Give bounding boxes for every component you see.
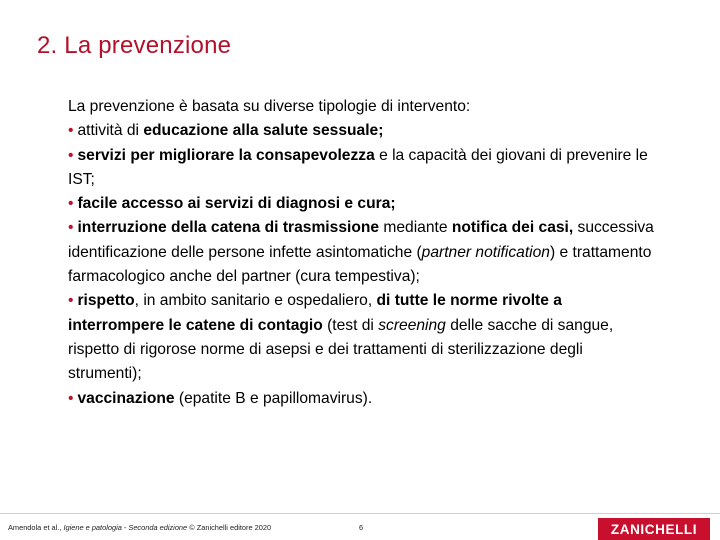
slide-body	[68, 95, 658, 411]
footer-copyright: © Zanichelli editore 2020	[187, 523, 272, 532]
footer-divider	[0, 513, 720, 514]
list-item-text: successiva identificazione delle persone infette asintomatiche (	[68, 219, 654, 261]
bullet-icon: •	[68, 389, 74, 407]
bullet-icon: •	[68, 292, 74, 310]
slide-title: 2. La prevenzione	[37, 32, 232, 59]
page-number: 6	[359, 523, 364, 532]
bullet-icon: •	[68, 146, 74, 164]
bullet-icon: •	[68, 195, 74, 213]
list-item	[68, 289, 658, 386]
list-item-text: ) e trattamento farmacologico anche del partner (cura tempestiva);	[68, 243, 652, 286]
footer-book-title: Igiene e patologia - Seconda edizione	[63, 523, 188, 532]
list-item-text: delle sacche di sangue, rispetto di rigorose norme di asepsi e dei trattamenti di sterilizzazione degli strumenti);	[68, 316, 614, 383]
list-item-text: interruzione della catena di trasmissione	[77, 219, 380, 237]
bullet-list	[68, 119, 658, 411]
list-item-text: screening	[378, 316, 446, 334]
bullet-icon: •	[68, 122, 74, 140]
list-item	[68, 216, 658, 289]
list-item-text: , in ambito sanitario e ospedaliero,	[134, 292, 377, 310]
list-item	[68, 387, 658, 411]
list-item-text: rispetto	[77, 292, 135, 310]
publisher-logo: ZANICHELLI	[598, 518, 710, 540]
list-item	[68, 119, 658, 143]
list-item-text: mediante	[379, 219, 452, 237]
list-item-text: vaccinazione	[77, 389, 175, 407]
list-item	[68, 192, 658, 216]
list-item-text: servizi per migliorare la consapevolezza	[77, 146, 375, 164]
list-item-text: attività di	[77, 122, 144, 140]
list-item-text: educazione alla salute sessuale;	[143, 122, 384, 140]
list-item-text: (epatite B e papillomavirus).	[174, 389, 373, 407]
footer-authors: Amendola et al.,	[8, 523, 64, 532]
list-item-text: di tutte le norme rivolte a interrompere le catene di contagio	[68, 292, 562, 334]
bullet-icon: •	[68, 219, 74, 237]
intro-text: La prevenzione è basata su diverse tipologie di intervento:	[68, 98, 471, 115]
footer-citation	[8, 523, 271, 532]
list-item-text: partner notification	[421, 243, 550, 261]
list-item	[68, 144, 658, 193]
list-item-text: e la capacità dei giovani di prevenire le IST;	[68, 146, 648, 188]
list-item-text: notifica dei casi,	[451, 219, 574, 237]
list-item-text: (test di	[322, 316, 379, 334]
list-item-text: facile accesso ai servizi di diagnosi e cura;	[77, 195, 396, 213]
